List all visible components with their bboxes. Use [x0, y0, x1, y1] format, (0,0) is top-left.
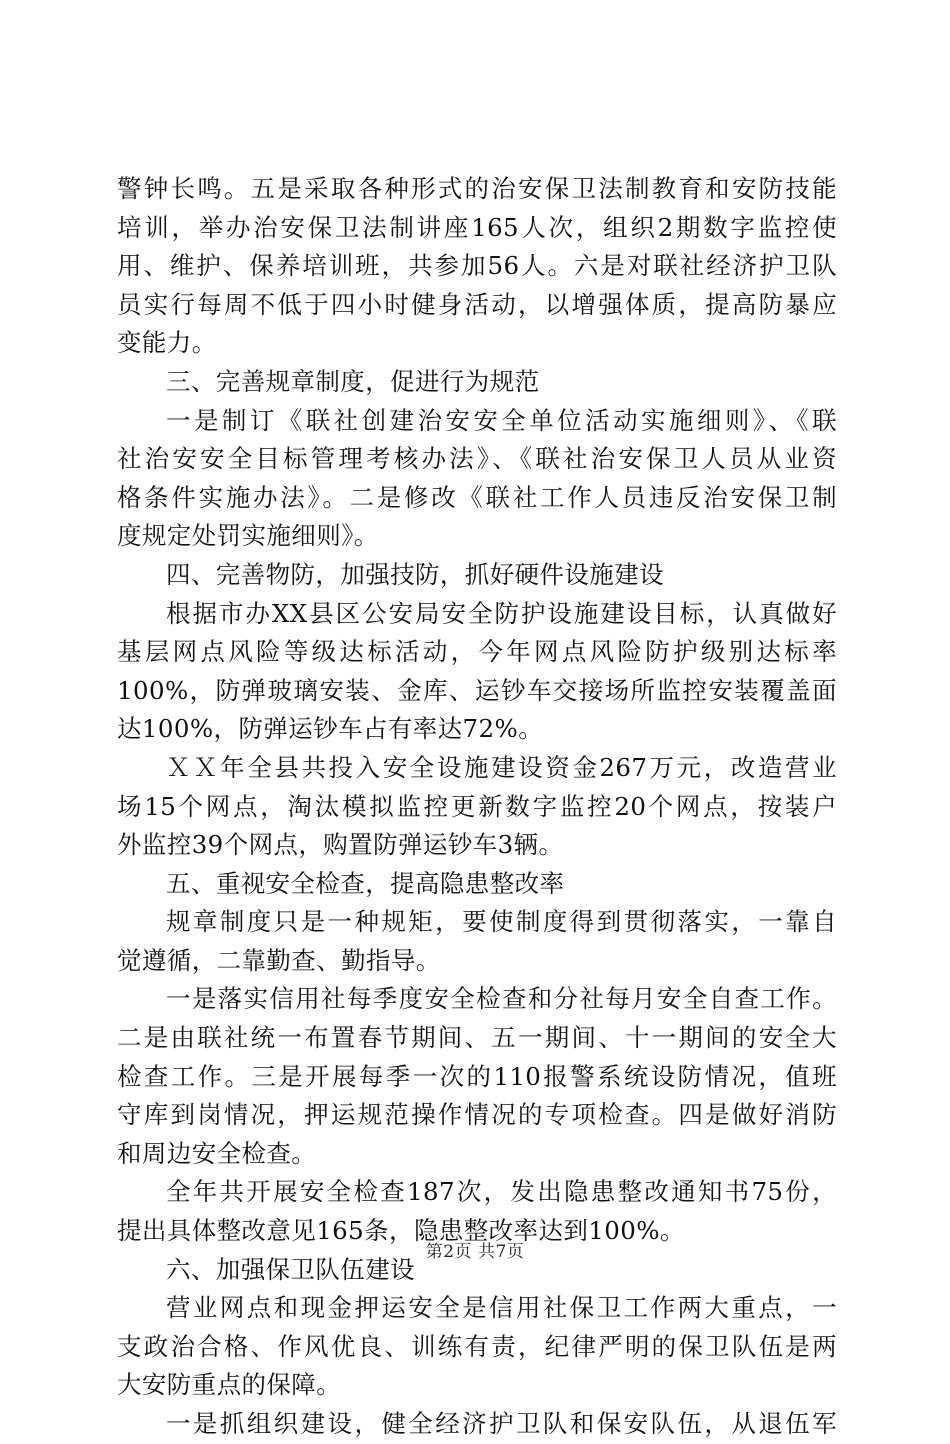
paragraph-line: 变能力。	[117, 328, 217, 358]
paragraph-first-line: 全年共开展安全检查187次，发出隐患整改通知书75份，	[166, 1177, 837, 1207]
paragraph-line: 和周边安全检查。	[117, 1138, 317, 1168]
paragraph-line: 支政治合格、作风优良、训练有责，纪律严明的保卫队伍是两	[117, 1331, 837, 1361]
paragraph-first-line: 营业网点和现金押运安全是信用社保卫工作两大重点，一	[166, 1293, 837, 1323]
paragraph-line: 员实行每周不低于四小时健身活动，以增强体质，提高防暴应	[117, 289, 837, 319]
paragraph-line: 度规定处罚实施细则》。	[117, 521, 379, 551]
paragraph-first-line: 一是落实信用社每季度安全检查和分社每月安全自查工作。	[166, 984, 837, 1014]
paragraph-line: 检查工作。三是开展每季一次的110报警系统设防情况，值班	[117, 1061, 837, 1091]
paragraph-line: 培训，举办治安保卫法制讲座165人次，组织2期数字监控使	[117, 212, 837, 242]
paragraph-line: 社治安安全目标管理考核办法》、《联社治安保卫人员从业资	[117, 444, 837, 474]
section-heading: 四、完善物防，加强技防，抓好硬件设施建设	[166, 559, 664, 589]
paragraph-line: 提出具体整改意见165条，隐患整改率达到100%。	[117, 1216, 685, 1246]
page-footer: 第2页 共7页	[425, 1242, 525, 1262]
paragraph-line: 警钟长鸣。五是采取各种形式的治安保卫法制教育和安防技能	[117, 174, 837, 203]
paragraph-line: 100%，防弹玻璃安装、金库、运钞车交接场所监控安装覆盖面	[117, 675, 837, 705]
paragraph-first-line: 一是制订《联社创建治安安全单位活动实施细则》、《联	[166, 405, 837, 435]
section-heading: 六、加强保卫队伍建设	[166, 1254, 415, 1284]
paragraph-line: 格条件实施办法》。二是修改《联社工作人员违反治安保卫制	[117, 482, 837, 512]
paragraph-first-line: 一是抓组织建设，健全经济护卫队和保安队伍，从退伍军	[166, 1409, 837, 1438]
paragraph-first-line: 规章制度只是一种规矩，要使制度得到贯彻落实，一靠自	[166, 907, 837, 937]
paragraph-line: 外监控39个网点，购置防弹运钞车3辆。	[117, 830, 564, 860]
section-heading: 五、重视安全检查，提高隐患整改率	[166, 868, 565, 898]
paragraph-line: 基层网点风险等级达标活动，今年网点风险防护级别达标率	[117, 637, 837, 667]
paragraph-line: 场15个网点，淘汰模拟监控更新数字监控20个网点，按装户	[117, 791, 837, 821]
paragraph-line: 达100%，防弹运钞车占有率达72%。	[117, 714, 544, 744]
paragraph-first-line: 根据市办XX县区公安局安全防护设施建设目标，认真做好	[166, 598, 837, 628]
paragraph-line: 觉遵循，二靠勤查、勤指导。	[117, 945, 441, 975]
paragraph-first-line: ＸＸ年全县共投入安全设施建设资金267万元，改造营业	[166, 752, 837, 782]
paragraph-line: 用、维护、保养培训班，共参加56人。六是对联社经济护卫队	[117, 251, 837, 281]
paragraph-line: 守库到岗情况，押运规范操作情况的专项检查。四是做好消防	[117, 1100, 837, 1130]
section-heading: 三、完善规章制度，促进行为规范	[166, 366, 540, 396]
paragraph-line: 二是由联社统一布置春节期间、五一期间、十一期间的安全大	[117, 1023, 837, 1053]
paragraph-line: 大安防重点的保障。	[117, 1370, 342, 1400]
